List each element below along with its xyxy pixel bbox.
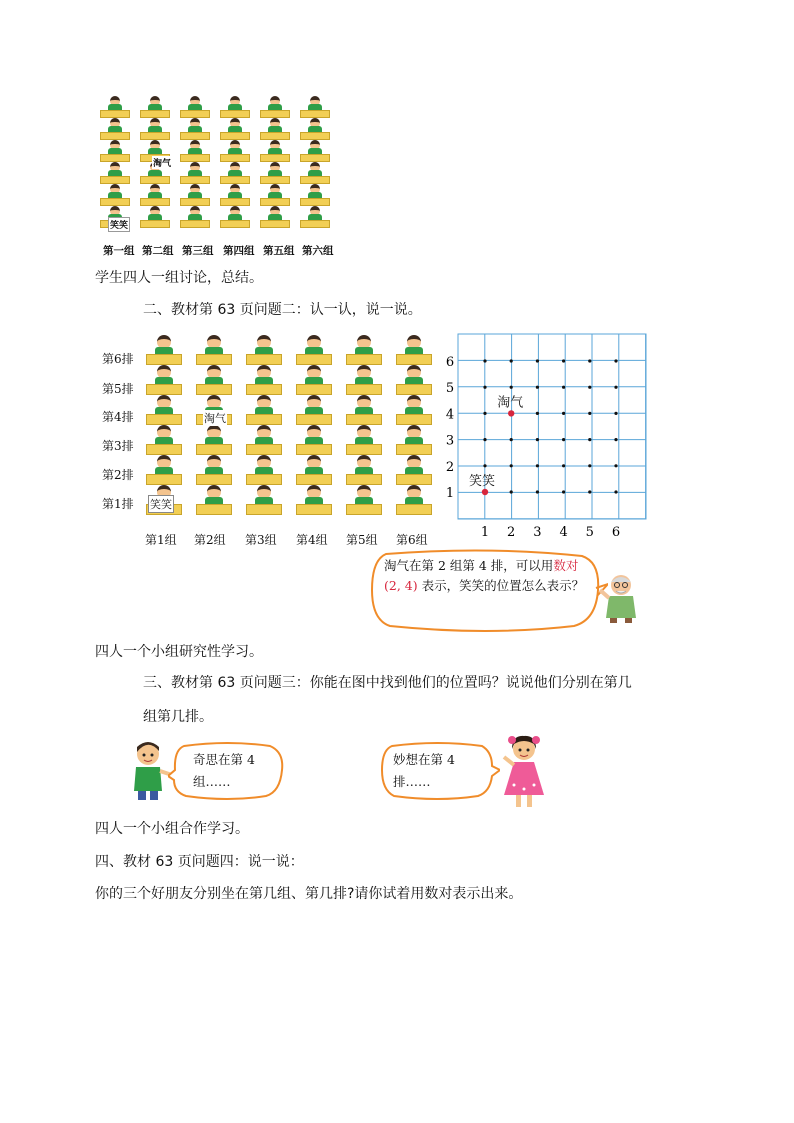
girl-bubble-text: 妙想在第 4 排…… <box>393 752 455 789</box>
student-at-desk <box>220 184 250 206</box>
grid-dot <box>614 490 617 493</box>
student-at-desk <box>246 485 282 515</box>
student-at-desk <box>100 184 130 206</box>
student-at-desk <box>180 140 210 162</box>
grid-dot <box>562 490 565 493</box>
teacher-bubble-text: 淘气在第 2 组第 4 排，可以用数对 (2, 4) 表示，笑笑的位置怎么表示？ <box>384 558 585 593</box>
student-at-desk <box>260 206 290 228</box>
row-label-1: 第1排 <box>102 497 134 511</box>
group-label-5: 第五组 <box>263 245 295 257</box>
student-at-desk <box>346 395 382 425</box>
x-tick-label: 5 <box>585 525 594 540</box>
group2-label-1: 第1组 <box>145 533 177 547</box>
grid-dot <box>588 438 591 441</box>
grid-dot <box>483 464 486 467</box>
student-at-desk <box>396 425 432 455</box>
row-label-2: 第2排 <box>102 468 134 482</box>
student-at-desk <box>196 335 232 365</box>
grid-dot <box>510 438 513 441</box>
grid-dot <box>510 359 513 362</box>
y-tick-label: 4 <box>445 407 455 423</box>
student-at-desk <box>346 485 382 515</box>
student-at-desk <box>180 96 210 118</box>
student-at-desk <box>246 365 282 395</box>
student-at-desk <box>246 455 282 485</box>
grid-dot <box>510 386 513 389</box>
grid-dot <box>614 359 617 362</box>
grid-dot <box>562 386 565 389</box>
group-label-2: 第二组 <box>142 245 174 257</box>
student-at-desk <box>196 485 232 515</box>
group-label-6: 第六组 <box>302 245 334 257</box>
tag-taoqi-fig1: 淘气 <box>152 156 172 169</box>
row-label-6: 第6排 <box>102 352 134 366</box>
student-at-desk <box>100 96 130 118</box>
grid-dot <box>483 359 486 362</box>
student-at-desk <box>296 335 332 365</box>
group2-label-2: 第2组 <box>194 533 226 547</box>
paragraph-cooperation: 四人一个小组合作学习。 <box>95 821 249 837</box>
grid-dot <box>614 386 617 389</box>
x-tick-label: 2 <box>507 525 516 540</box>
student-at-desk <box>296 425 332 455</box>
student-at-desk <box>296 455 332 485</box>
student-at-desk <box>260 184 290 206</box>
student-at-desk <box>220 96 250 118</box>
grid-dot <box>588 490 591 493</box>
tag-taoqi-fig2: 淘气 <box>204 412 226 425</box>
x-tick-label: 3 <box>533 525 542 540</box>
group-label-4: 第四组 <box>223 245 255 257</box>
grid-dot <box>614 412 617 415</box>
student-at-desk <box>140 96 170 118</box>
paragraph-discussion: 学生四人一组讨论，总结。 <box>95 270 263 286</box>
group2-label-3: 第3组 <box>245 533 277 547</box>
student-at-desk <box>346 455 382 485</box>
point-taoqi <box>508 410 514 416</box>
student-at-desk <box>220 206 250 228</box>
student-at-desk <box>296 395 332 425</box>
student-at-desk <box>196 425 232 455</box>
student-at-desk <box>100 140 130 162</box>
student-at-desk <box>100 118 130 140</box>
student-at-desk <box>100 162 130 184</box>
grid-dot <box>536 386 539 389</box>
grid-dot <box>588 359 591 362</box>
grid-dot <box>562 412 565 415</box>
student-at-desk <box>346 425 382 455</box>
y-tick-label: 2 <box>445 459 455 475</box>
label-taoqi: 淘气 <box>497 395 524 411</box>
student-at-desk <box>300 206 330 228</box>
girl-illustration <box>500 735 548 809</box>
student-at-desk <box>296 485 332 515</box>
grid-dot <box>562 359 565 362</box>
y-tick-label: 6 <box>445 355 455 370</box>
point-xiaoxiao <box>482 489 488 495</box>
grid-dot <box>536 490 539 493</box>
student-at-desk <box>220 140 250 162</box>
y-tick-label: 3 <box>445 433 455 449</box>
tag-xiaoxiao-fig1: 笑笑 <box>108 217 130 232</box>
student-at-desk <box>140 206 170 228</box>
grid-dot <box>562 464 565 467</box>
student-columns <box>100 96 340 236</box>
student-at-desk <box>300 118 330 140</box>
grid-dot <box>483 386 486 389</box>
student-at-desk <box>146 335 182 365</box>
section-4-title: 四、教材 63 页问题四：说一说： <box>95 854 304 870</box>
student-at-desk <box>300 140 330 162</box>
grid-dot <box>614 438 617 441</box>
x-tick-label: 1 <box>480 525 490 540</box>
label-xiaoxiao: 笑笑 <box>469 474 496 489</box>
student-at-desk <box>396 335 432 365</box>
group-label-1: 第一组 <box>103 245 135 257</box>
grid-dot <box>562 438 565 441</box>
student-at-desk <box>260 96 290 118</box>
grid-dot <box>588 412 591 415</box>
student-at-desk <box>346 365 382 395</box>
student-at-desk <box>396 365 432 395</box>
student-at-desk <box>140 184 170 206</box>
grid-dot <box>588 386 591 389</box>
y-tick-label: 5 <box>445 381 455 397</box>
figure-classroom-groups-2 <box>100 333 445 555</box>
section-2-title: 二、教材第 63 页问题二：认一认，说一说。 <box>143 302 422 318</box>
group2-label-6: 第6组 <box>396 533 428 547</box>
paragraph-research: 四人一个小组研究性学习。 <box>95 644 263 660</box>
x-tick-label: 6 <box>611 525 621 540</box>
boy-bubble-text: 奇思在第 4 组…… <box>193 752 255 789</box>
grid-dot <box>614 464 617 467</box>
grid-dot <box>483 438 486 441</box>
grid-dot <box>536 438 539 441</box>
student-at-desk <box>146 365 182 395</box>
grid-dot <box>510 464 513 467</box>
row-label-5: 第5排 <box>102 382 134 396</box>
student-at-desk <box>146 395 182 425</box>
y-tick-label: 1 <box>445 486 455 501</box>
group2-label-4: 第4组 <box>296 533 328 547</box>
student-at-desk <box>260 118 290 140</box>
x-tick-label: 4 <box>559 525 568 540</box>
student-at-desk <box>246 395 282 425</box>
student-at-desk <box>300 96 330 118</box>
group-label-3: 第三组 <box>182 245 214 257</box>
student-at-desk <box>260 162 290 184</box>
tag-xiaoxiao-fig2: 笑笑 <box>148 495 174 513</box>
coordinate-grid <box>440 332 650 544</box>
student-at-desk <box>396 395 432 425</box>
row-label-4: 第4排 <box>102 410 134 424</box>
student-at-desk <box>220 162 250 184</box>
highlight-pair: 数对 (2, 4) <box>384 558 579 593</box>
student-columns <box>146 335 436 525</box>
grid-dot <box>536 464 539 467</box>
student-at-desk <box>146 425 182 455</box>
student-at-desk <box>260 140 290 162</box>
student-at-desk <box>196 455 232 485</box>
section-3-line-1: 三、教材第 63 页问题三：你能在图中找到他们的位置吗？说说他们分别在第几 <box>143 675 632 691</box>
student-at-desk <box>246 335 282 365</box>
figure-classroom-groups-1 <box>100 96 340 260</box>
grid-dot <box>510 490 513 493</box>
grid-dot <box>536 359 539 362</box>
student-at-desk <box>396 485 432 515</box>
grid-dot <box>483 412 486 415</box>
paragraph-friends: 你的三个好朋友分别坐在第几组、第几排?请你试着用数对表示出来。 <box>95 886 523 902</box>
student-at-desk <box>196 365 232 395</box>
teacher-illustration <box>598 574 644 624</box>
student-at-desk <box>180 184 210 206</box>
student-at-desk <box>180 206 210 228</box>
student-at-desk <box>296 365 332 395</box>
grid-dot <box>536 412 539 415</box>
student-at-desk <box>220 118 250 140</box>
student-at-desk <box>396 455 432 485</box>
student-at-desk <box>146 455 182 485</box>
student-at-desk <box>180 118 210 140</box>
grid-dot <box>588 464 591 467</box>
section-3-line-2: 组第几排。 <box>143 709 213 725</box>
group2-label-5: 第5组 <box>346 533 378 547</box>
row-label-3: 第3排 <box>102 439 134 453</box>
student-at-desk <box>300 184 330 206</box>
student-at-desk <box>300 162 330 184</box>
student-at-desk <box>246 425 282 455</box>
student-at-desk <box>180 162 210 184</box>
student-at-desk <box>140 118 170 140</box>
student-at-desk <box>346 335 382 365</box>
